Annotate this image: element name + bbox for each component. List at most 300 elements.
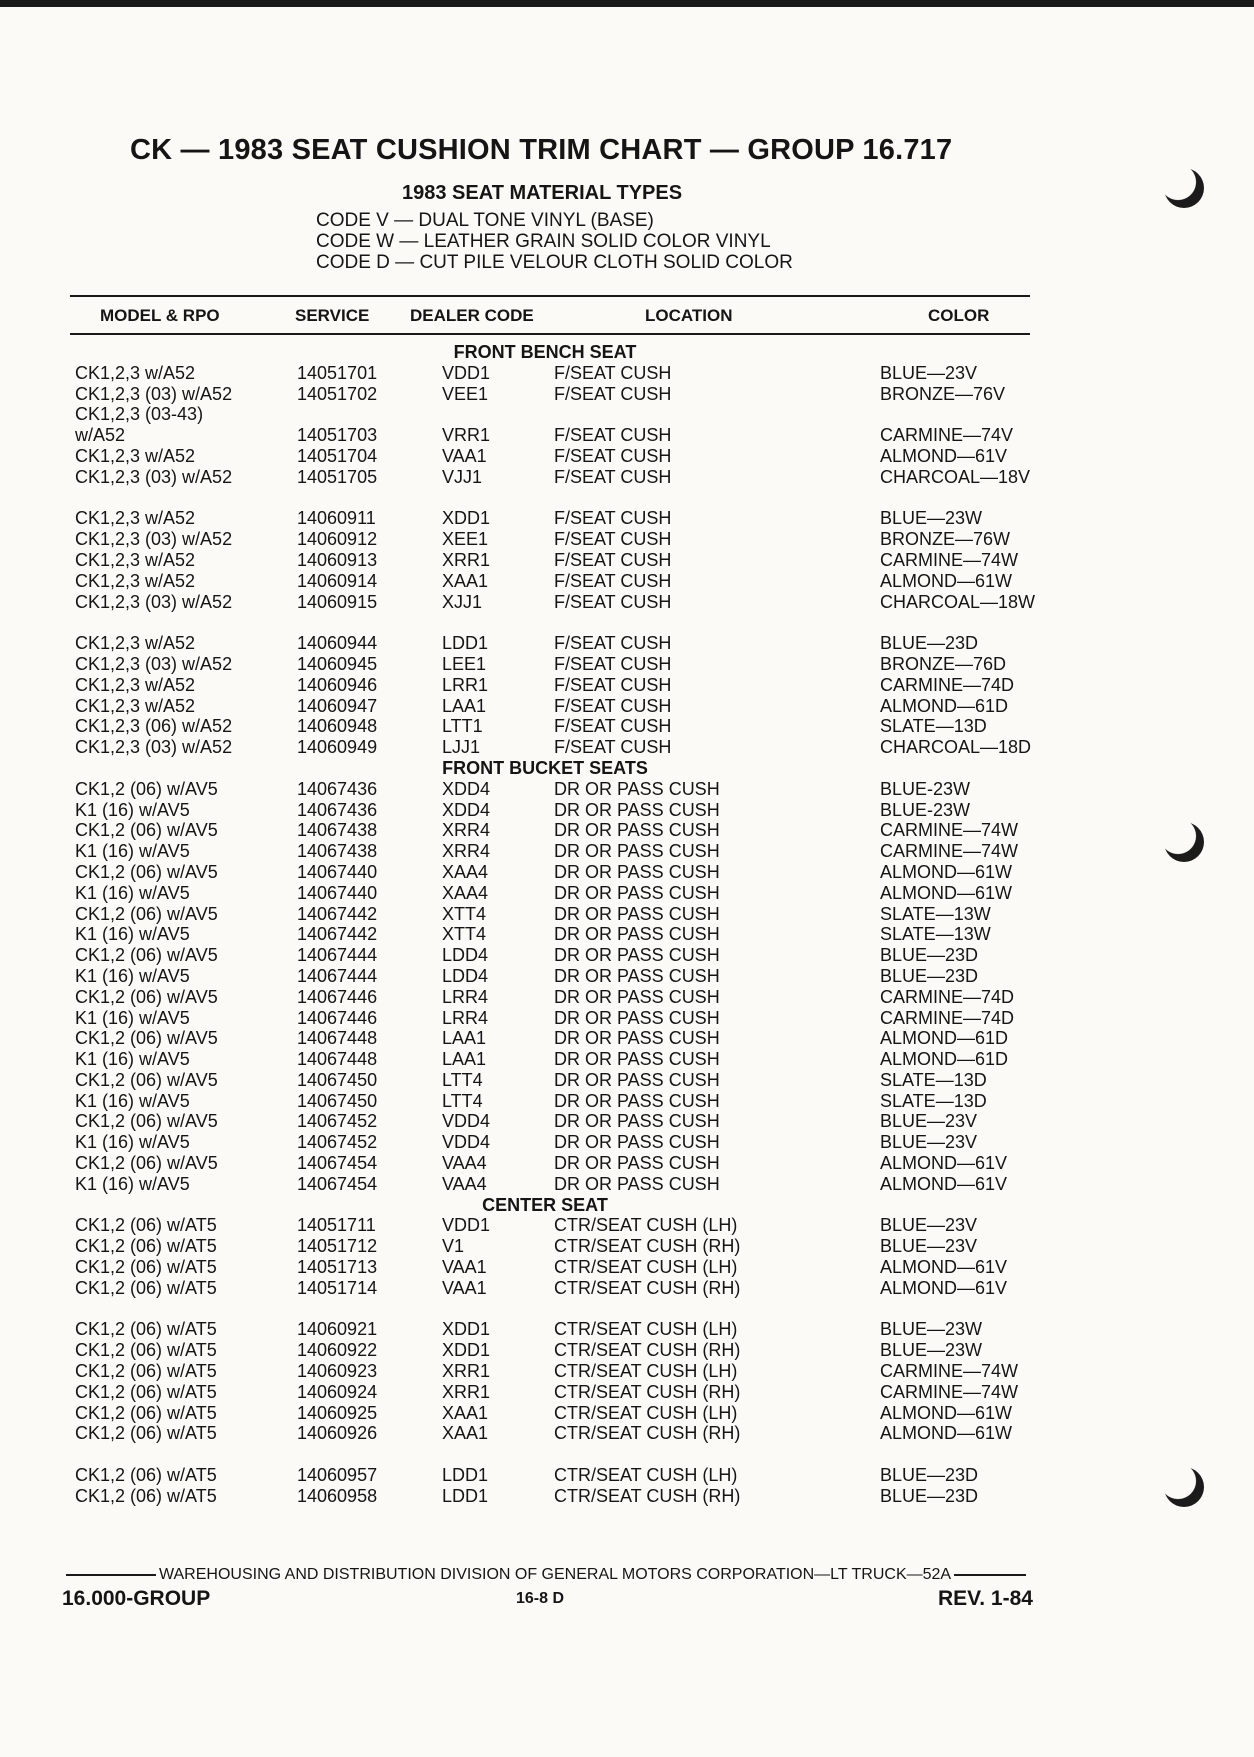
cell-color: CARMINE—74W bbox=[880, 1381, 1019, 1402]
table-row bbox=[0, 1340, 1254, 1361]
cell-dealer: LAA1 bbox=[442, 1049, 487, 1070]
table-row bbox=[0, 1361, 1254, 1382]
cell-service: 14051705 bbox=[297, 466, 378, 487]
cell-dealer: LEE1 bbox=[442, 653, 487, 674]
cell-dealer: LTT1 bbox=[442, 716, 483, 737]
cell-color: BLUE—23D bbox=[880, 1485, 979, 1506]
cell-dealer: LDD1 bbox=[442, 633, 489, 654]
cell-location: DR OR PASS CUSH bbox=[554, 1153, 720, 1174]
cell-model: CK1,2 (06) w/AV5 bbox=[75, 778, 218, 799]
cell-color: ALMOND—61W bbox=[880, 1402, 1013, 1423]
cell-model: w/A52 bbox=[75, 425, 126, 446]
cell-service: 14067442 bbox=[297, 924, 378, 945]
cell-service: 14060924 bbox=[297, 1381, 378, 1402]
cell-model: K1 (16) w/AV5 bbox=[75, 965, 190, 986]
cell-dealer: LAA1 bbox=[442, 695, 487, 716]
cell-location: F/SEAT CUSH bbox=[554, 466, 672, 487]
footer-rule-left bbox=[66, 1574, 156, 1576]
material-code-d: CODE D — CUT PILE VELOUR CLOTH SOLID COLOR bbox=[316, 252, 793, 273]
spacer-row bbox=[0, 1299, 1254, 1320]
table-row bbox=[0, 966, 1254, 987]
cell-service: 14060947 bbox=[297, 695, 378, 716]
cell-color: BLUE—23D bbox=[880, 1465, 979, 1486]
cell-service: 14060926 bbox=[297, 1423, 378, 1444]
cell-location: DR OR PASS CUSH bbox=[554, 1173, 720, 1194]
cell-dealer: LDD1 bbox=[442, 1485, 489, 1506]
cell-location: DR OR PASS CUSH bbox=[554, 924, 720, 945]
cell-model: CK1,2 (06) w/AT5 bbox=[75, 1485, 217, 1506]
cell-model: CK1,2 (06) w/AV5 bbox=[75, 986, 218, 1007]
cell-service: 14060945 bbox=[297, 653, 378, 674]
cell-color: SLATE—13W bbox=[880, 903, 991, 924]
cell-dealer: LDD4 bbox=[442, 965, 489, 986]
cell-dealer: LJJ1 bbox=[442, 737, 481, 758]
cell-service: 14060911 bbox=[297, 508, 376, 529]
cell-service: 14060925 bbox=[297, 1402, 378, 1423]
cell-location: DR OR PASS CUSH bbox=[554, 799, 720, 820]
cell-service: 14060914 bbox=[297, 570, 378, 591]
cell-model: CK1,2 (06) w/AV5 bbox=[75, 1069, 218, 1090]
cell-model: CK1,2 (06) w/AT5 bbox=[75, 1277, 217, 1298]
cell-service: 14060944 bbox=[297, 633, 378, 654]
cell-model: CK1,2 (06) w/AT5 bbox=[75, 1423, 217, 1444]
table-row bbox=[0, 571, 1254, 592]
cell-service: 14060922 bbox=[297, 1340, 378, 1361]
table-row bbox=[0, 883, 1254, 904]
cell-service: 14067440 bbox=[297, 861, 378, 882]
cell-location: DR OR PASS CUSH bbox=[554, 778, 720, 799]
cell-dealer: XEE1 bbox=[442, 529, 489, 550]
table-row bbox=[0, 1008, 1254, 1029]
cell-service: 14051701 bbox=[297, 362, 378, 383]
cell-model: CK1,2,3 w/A52 bbox=[75, 362, 196, 383]
table-row bbox=[0, 508, 1254, 529]
cell-location: CTR/SEAT CUSH (LH) bbox=[554, 1215, 738, 1236]
cell-location: CTR/SEAT CUSH (LH) bbox=[554, 1402, 738, 1423]
cell-dealer: LTT4 bbox=[442, 1069, 483, 1090]
cell-location: F/SEAT CUSH bbox=[554, 716, 672, 737]
cell-dealer: XTT4 bbox=[442, 924, 487, 945]
cell-location: F/SEAT CUSH bbox=[554, 674, 672, 695]
cell-model: CK1,2,3 w/A52 bbox=[75, 674, 196, 695]
cell-model: CK1,2 (06) w/AT5 bbox=[75, 1402, 217, 1423]
cell-model: K1 (16) w/AV5 bbox=[75, 799, 190, 820]
footer-division-line bbox=[66, 1566, 1026, 1584]
cell-dealer: XAA1 bbox=[442, 1402, 489, 1423]
cell-model: CK1,2 (06) w/AV5 bbox=[75, 1153, 218, 1174]
cell-model: K1 (16) w/AV5 bbox=[75, 1173, 190, 1194]
table-row bbox=[0, 862, 1254, 883]
cell-color: CARMINE—74W bbox=[880, 841, 1019, 862]
table-row bbox=[0, 716, 1254, 737]
cell-location: DR OR PASS CUSH bbox=[554, 1090, 720, 1111]
cell-location: F/SEAT CUSH bbox=[554, 425, 672, 446]
table-row bbox=[0, 384, 1254, 405]
cell-location: F/SEAT CUSH bbox=[554, 570, 672, 591]
table-row bbox=[0, 363, 1254, 384]
cell-color: CARMINE—74D bbox=[880, 1007, 1015, 1028]
table-row bbox=[0, 737, 1254, 758]
cell-location: DR OR PASS CUSH bbox=[554, 986, 720, 1007]
cell-location: CTR/SEAT CUSH (RH) bbox=[554, 1236, 741, 1257]
cell-color: BRONZE—76V bbox=[880, 383, 1006, 404]
cell-model: K1 (16) w/AV5 bbox=[75, 841, 190, 862]
table-row bbox=[0, 1278, 1254, 1299]
cell-model: CK1,2,3 (03) w/A52 bbox=[75, 466, 233, 487]
cell-color: BLUE—23V bbox=[880, 1111, 978, 1132]
cell-service: 14067448 bbox=[297, 1049, 378, 1070]
table-row bbox=[0, 1486, 1254, 1507]
table-header bbox=[0, 306, 1254, 328]
table-row bbox=[0, 550, 1254, 571]
table-row bbox=[0, 779, 1254, 800]
cell-location: DR OR PASS CUSH bbox=[554, 861, 720, 882]
cell-model: K1 (16) w/AV5 bbox=[75, 924, 190, 945]
cell-model: CK1,2 (06) w/AT5 bbox=[75, 1236, 217, 1257]
cell-color: BLUE—23W bbox=[880, 1319, 983, 1340]
cell-service: 14067438 bbox=[297, 820, 378, 841]
cell-dealer: XDD4 bbox=[442, 778, 491, 799]
cell-dealer: XTT4 bbox=[442, 903, 487, 924]
cell-color: ALMOND—61V bbox=[880, 1277, 1008, 1298]
table-row bbox=[0, 820, 1254, 841]
cell-dealer: XRR4 bbox=[442, 841, 491, 862]
cell-location: F/SEAT CUSH bbox=[554, 383, 672, 404]
cell-dealer: XRR1 bbox=[442, 1381, 491, 1402]
cell-model: CK1,2 (06) w/AT5 bbox=[75, 1381, 217, 1402]
table-row bbox=[0, 529, 1254, 550]
table-row bbox=[0, 1070, 1254, 1091]
cell-model: CK1,2 (06) w/AV5 bbox=[75, 1111, 218, 1132]
table-row bbox=[0, 1257, 1254, 1278]
cell-dealer: XDD1 bbox=[442, 508, 491, 529]
cell-color: CARMINE—74W bbox=[880, 1361, 1019, 1382]
cell-model: CK1,2 (06) w/AV5 bbox=[75, 1028, 218, 1049]
cell-service: 14067454 bbox=[297, 1173, 378, 1194]
header-top-rule bbox=[70, 295, 1030, 297]
cell-model: CK1,2 (06) w/AT5 bbox=[75, 1340, 217, 1361]
top-border-rule bbox=[0, 0, 1254, 7]
cell-model: CK1,2,3 w/A52 bbox=[75, 508, 196, 529]
cell-service: 14060958 bbox=[297, 1485, 378, 1506]
cell-model: CK1,2,3 (03-43) bbox=[75, 404, 204, 425]
cell-dealer: VAA4 bbox=[442, 1173, 487, 1194]
cell-color: BRONZE—76W bbox=[880, 529, 1011, 550]
cell-dealer: VAA1 bbox=[442, 445, 487, 466]
cell-model: CK1,2,3 w/A52 bbox=[75, 695, 196, 716]
cell-dealer: VDD4 bbox=[442, 1111, 491, 1132]
cell-service: 14067452 bbox=[297, 1111, 378, 1132]
cell-color: SLATE—13D bbox=[880, 1090, 987, 1111]
cell-model: CK1,2,3 (03) w/A52 bbox=[75, 737, 233, 758]
cell-dealer: XDD4 bbox=[442, 799, 491, 820]
cell-service: 14060913 bbox=[297, 549, 378, 570]
cell-service: 14067438 bbox=[297, 841, 378, 862]
cell-color: SLATE—13D bbox=[880, 1069, 987, 1090]
footer-revision: REV. 1-84 bbox=[938, 1587, 1033, 1610]
cell-location: F/SEAT CUSH bbox=[554, 737, 672, 758]
cell-color: ALMOND—61V bbox=[880, 445, 1008, 466]
table-row bbox=[0, 1174, 1254, 1195]
cell-service: 14067450 bbox=[297, 1090, 378, 1111]
cell-color: SLATE—13W bbox=[880, 924, 991, 945]
footer-division-text: WAREHOUSING AND DISTRIBUTION DIVISION OF GENERAL MOTORS CORPORATION—LT TRUCK—52A bbox=[159, 1566, 952, 1583]
cell-dealer: XRR1 bbox=[442, 1361, 491, 1382]
cell-dealer: LRR4 bbox=[442, 1007, 489, 1028]
table-row bbox=[0, 904, 1254, 925]
table-row bbox=[0, 696, 1254, 717]
table-row bbox=[0, 1132, 1254, 1153]
cell-location: F/SEAT CUSH bbox=[554, 445, 672, 466]
material-types-list bbox=[316, 210, 793, 273]
section-heading-row bbox=[0, 758, 1254, 779]
cell-service: 14067454 bbox=[297, 1153, 378, 1174]
cell-location: CTR/SEAT CUSH (RH) bbox=[554, 1277, 741, 1298]
binder-hole-icon bbox=[1164, 168, 1204, 208]
header-bottom-rule bbox=[70, 333, 1030, 335]
cell-model: K1 (16) w/AV5 bbox=[75, 1049, 190, 1070]
cell-dealer: LRR4 bbox=[442, 986, 489, 1007]
cell-location: CTR/SEAT CUSH (RH) bbox=[554, 1340, 741, 1361]
material-code-w: CODE W — LEATHER GRAIN SOLID COLOR VINYL bbox=[316, 231, 771, 252]
cell-color: CARMINE—74D bbox=[880, 674, 1015, 695]
cell-location: CTR/SEAT CUSH (LH) bbox=[554, 1465, 738, 1486]
cell-location: F/SEAT CUSH bbox=[554, 633, 672, 654]
cell-dealer: LAA1 bbox=[442, 1028, 487, 1049]
cell-model: K1 (16) w/AV5 bbox=[75, 1132, 190, 1153]
cell-service: 14067452 bbox=[297, 1132, 378, 1153]
table-row bbox=[0, 467, 1254, 488]
cell-dealer: VDD1 bbox=[442, 1215, 491, 1236]
column-header-color: COLOR bbox=[928, 306, 990, 325]
cell-color: ALMOND—61W bbox=[880, 1423, 1013, 1444]
cell-dealer: VAA4 bbox=[442, 1153, 487, 1174]
column-header-dealer-code: DEALER CODE bbox=[410, 306, 534, 325]
cell-color: BLUE—23D bbox=[880, 633, 979, 654]
cell-model: CK1,2 (06) w/AT5 bbox=[75, 1215, 217, 1236]
cell-service: 14067444 bbox=[297, 965, 378, 986]
table-row bbox=[0, 1236, 1254, 1257]
cell-location: DR OR PASS CUSH bbox=[554, 841, 720, 862]
cell-dealer: VAA1 bbox=[442, 1257, 487, 1278]
cell-location: CTR/SEAT CUSH (LH) bbox=[554, 1257, 738, 1278]
cell-model: CK1,2,3 (03) w/A52 bbox=[75, 591, 233, 612]
cell-model: K1 (16) w/AV5 bbox=[75, 882, 190, 903]
cell-color: BLUE—23W bbox=[880, 1340, 983, 1361]
cell-model: CK1,2,3 w/A52 bbox=[75, 549, 196, 570]
cell-dealer: VRR1 bbox=[442, 425, 491, 446]
cell-location: F/SEAT CUSH bbox=[554, 362, 672, 383]
cell-dealer: LDD4 bbox=[442, 945, 489, 966]
table-row bbox=[0, 1319, 1254, 1340]
cell-dealer: XAA4 bbox=[442, 882, 489, 903]
cell-dealer: XAA1 bbox=[442, 570, 489, 591]
table-row bbox=[0, 800, 1254, 821]
cell-model: CK1,2 (06) w/AV5 bbox=[75, 903, 218, 924]
footer-group-label: 16.000-GROUP bbox=[62, 1587, 211, 1610]
cell-service: 14067436 bbox=[297, 778, 378, 799]
cell-color: ALMOND—61W bbox=[880, 570, 1013, 591]
spacer-row bbox=[0, 488, 1254, 509]
cell-model: K1 (16) w/AV5 bbox=[75, 1090, 190, 1111]
cell-color: CHARCOAL—18W bbox=[880, 591, 1036, 612]
cell-location: DR OR PASS CUSH bbox=[554, 965, 720, 986]
cell-service: 14067442 bbox=[297, 903, 378, 924]
cell-location: F/SEAT CUSH bbox=[554, 529, 672, 550]
cell-location: F/SEAT CUSH bbox=[554, 695, 672, 716]
table-row bbox=[0, 945, 1254, 966]
section-title: CENTER SEAT bbox=[482, 1194, 608, 1215]
cell-service: 14051713 bbox=[297, 1257, 378, 1278]
cell-dealer: V1 bbox=[442, 1236, 465, 1257]
cell-dealer: LDD1 bbox=[442, 1465, 489, 1486]
cell-location: DR OR PASS CUSH bbox=[554, 1111, 720, 1132]
spacer-row bbox=[0, 1444, 1254, 1465]
cell-service: 14060921 bbox=[297, 1319, 378, 1340]
cell-color: ALMOND—61V bbox=[880, 1173, 1008, 1194]
cell-service: 14051704 bbox=[297, 445, 378, 466]
cell-location: F/SEAT CUSH bbox=[554, 549, 672, 570]
cell-model: CK1,2,3 (03) w/A52 bbox=[75, 529, 233, 550]
cell-location: DR OR PASS CUSH bbox=[554, 1132, 720, 1153]
cell-service: 14067450 bbox=[297, 1069, 378, 1090]
cell-model: CK1,2 (06) w/AV5 bbox=[75, 945, 218, 966]
cell-location: DR OR PASS CUSH bbox=[554, 1007, 720, 1028]
cell-model: CK1,2 (06) w/AT5 bbox=[75, 1257, 217, 1278]
cell-dealer: VDD4 bbox=[442, 1132, 491, 1153]
cell-color: BRONZE—76D bbox=[880, 653, 1007, 674]
cell-color: CARMINE—74D bbox=[880, 986, 1015, 1007]
table-row bbox=[0, 1153, 1254, 1174]
cell-service: 14051702 bbox=[297, 383, 378, 404]
cell-location: DR OR PASS CUSH bbox=[554, 882, 720, 903]
cell-dealer: XRR1 bbox=[442, 549, 491, 570]
cell-model: K1 (16) w/AV5 bbox=[75, 1007, 190, 1028]
cell-color: CARMINE—74W bbox=[880, 549, 1019, 570]
cell-model: CK1,2,3 w/A52 bbox=[75, 570, 196, 591]
table-row bbox=[0, 987, 1254, 1008]
footer-rule-right bbox=[954, 1574, 1026, 1576]
cell-dealer: VJJ1 bbox=[442, 466, 483, 487]
cell-dealer: XAA4 bbox=[442, 861, 489, 882]
cell-location: CTR/SEAT CUSH (RH) bbox=[554, 1485, 741, 1506]
cell-model: CK1,2 (06) w/AT5 bbox=[75, 1319, 217, 1340]
cell-model: CK1,2,3 (06) w/A52 bbox=[75, 716, 233, 737]
cell-location: DR OR PASS CUSH bbox=[554, 1028, 720, 1049]
table-row bbox=[0, 1049, 1254, 1070]
table-row bbox=[0, 425, 1254, 446]
cell-color: BLUE-23W bbox=[880, 778, 971, 799]
cell-location: CTR/SEAT CUSH (RH) bbox=[554, 1423, 741, 1444]
cell-model: CK1,2 (06) w/AT5 bbox=[75, 1361, 217, 1382]
cell-service: 14051712 bbox=[297, 1236, 378, 1257]
table-row bbox=[0, 1028, 1254, 1049]
cell-service: 14067446 bbox=[297, 1007, 378, 1028]
cell-service: 14060948 bbox=[297, 716, 378, 737]
cell-color: BLUE—23W bbox=[880, 508, 983, 529]
trim-table-body bbox=[0, 342, 1254, 1507]
section-heading-row bbox=[0, 342, 1254, 363]
cell-color: ALMOND—61V bbox=[880, 1153, 1008, 1174]
cell-color: BLUE—23V bbox=[880, 1132, 978, 1153]
cell-color: ALMOND—61V bbox=[880, 1257, 1008, 1278]
material-types-heading: 1983 SEAT MATERIAL TYPES bbox=[402, 182, 683, 204]
cell-color: CHARCOAL—18D bbox=[880, 737, 1032, 758]
cell-color: ALMOND—61W bbox=[880, 882, 1013, 903]
cell-dealer: XAA1 bbox=[442, 1423, 489, 1444]
cell-service: 14051714 bbox=[297, 1277, 378, 1298]
cell-dealer: XJJ1 bbox=[442, 591, 483, 612]
cell-location: CTR/SEAT CUSH (LH) bbox=[554, 1361, 738, 1382]
cell-dealer: XDD1 bbox=[442, 1319, 491, 1340]
cell-color: BLUE—23D bbox=[880, 965, 979, 986]
table-row bbox=[0, 654, 1254, 675]
cell-service: 14067448 bbox=[297, 1028, 378, 1049]
cell-location: CTR/SEAT CUSH (LH) bbox=[554, 1319, 738, 1340]
cell-location: DR OR PASS CUSH bbox=[554, 945, 720, 966]
cell-service: 14060946 bbox=[297, 674, 378, 695]
cell-color: BLUE—23V bbox=[880, 362, 978, 383]
cell-location: F/SEAT CUSH bbox=[554, 653, 672, 674]
cell-service: 14060912 bbox=[297, 529, 378, 550]
cell-color: CHARCOAL—18V bbox=[880, 466, 1031, 487]
cell-location: F/SEAT CUSH bbox=[554, 508, 672, 529]
cell-service: 14051711 bbox=[297, 1215, 376, 1236]
column-header-model: MODEL & RPO bbox=[100, 306, 220, 325]
cell-location: CTR/SEAT CUSH (RH) bbox=[554, 1381, 741, 1402]
cell-model: CK1,2,3 (03) w/A52 bbox=[75, 383, 233, 404]
spacer-row bbox=[0, 612, 1254, 633]
material-code-v: CODE V — DUAL TONE VINYL (BASE) bbox=[316, 210, 654, 231]
cell-dealer: VAA1 bbox=[442, 1277, 487, 1298]
cell-color: SLATE—13D bbox=[880, 716, 987, 737]
table-row bbox=[0, 1111, 1254, 1132]
cell-service: 14067440 bbox=[297, 882, 378, 903]
table-row bbox=[0, 633, 1254, 654]
section-heading-row bbox=[0, 1195, 1254, 1216]
cell-location: DR OR PASS CUSH bbox=[554, 1069, 720, 1090]
cell-model: CK1,2 (06) w/AV5 bbox=[75, 861, 218, 882]
cell-service: 14060949 bbox=[297, 737, 378, 758]
cell-service: 14060957 bbox=[297, 1465, 378, 1486]
table-row bbox=[0, 841, 1254, 862]
cell-color: CARMINE—74W bbox=[880, 820, 1019, 841]
table-row bbox=[0, 1423, 1254, 1444]
cell-color: BLUE-23W bbox=[880, 799, 971, 820]
column-header-location: LOCATION bbox=[645, 306, 733, 325]
table-row bbox=[0, 924, 1254, 945]
cell-service: 14060923 bbox=[297, 1361, 378, 1382]
cell-model: CK1,2,3 w/A52 bbox=[75, 633, 196, 654]
cell-location: DR OR PASS CUSH bbox=[554, 1049, 720, 1070]
table-row bbox=[0, 1215, 1254, 1236]
table-row bbox=[0, 675, 1254, 696]
cell-dealer: VDD1 bbox=[442, 362, 491, 383]
cell-color: BLUE—23D bbox=[880, 945, 979, 966]
cell-color: ALMOND—61W bbox=[880, 861, 1013, 882]
cell-color: ALMOND—61D bbox=[880, 1049, 1009, 1070]
cell-model: CK1,2,3 w/A52 bbox=[75, 445, 196, 466]
cell-dealer: XRR4 bbox=[442, 820, 491, 841]
cell-dealer: XDD1 bbox=[442, 1340, 491, 1361]
cell-color: BLUE—23V bbox=[880, 1215, 978, 1236]
cell-location: DR OR PASS CUSH bbox=[554, 903, 720, 924]
table-row bbox=[0, 1382, 1254, 1403]
cell-model: CK1,2,3 (03) w/A52 bbox=[75, 653, 233, 674]
section-title: FRONT BUCKET SEATS bbox=[442, 757, 648, 778]
table-row bbox=[0, 1091, 1254, 1112]
cell-dealer: LTT4 bbox=[442, 1090, 483, 1111]
